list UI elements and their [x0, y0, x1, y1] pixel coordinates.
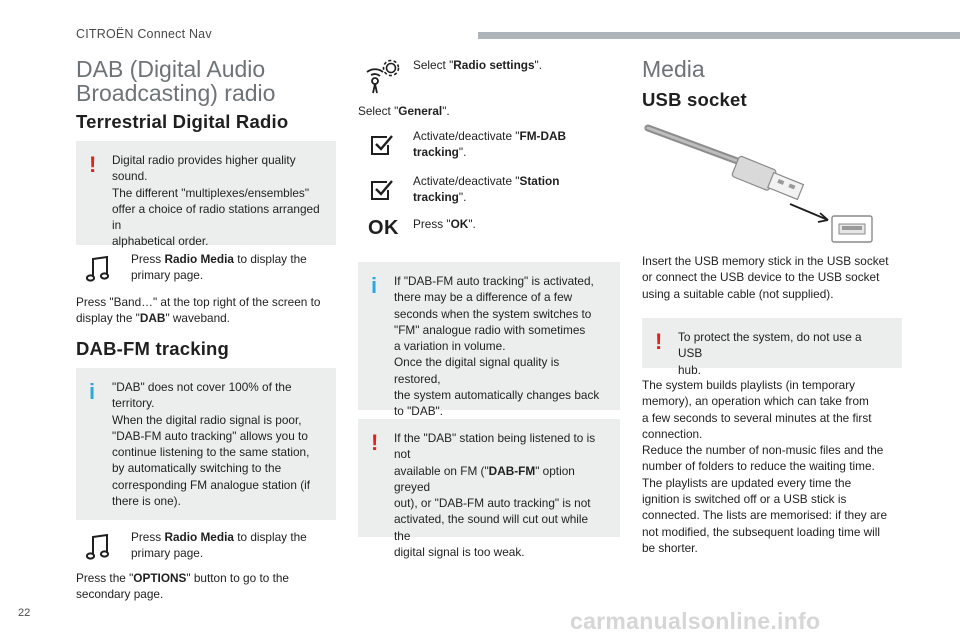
para-options: Press the "OPTIONS" button to go to the secondary page.	[76, 571, 289, 602]
music-note-icon	[86, 254, 112, 284]
para-playlists: The system builds playlists (in temporary memory), an operation which can take from a few seconds to several minutes at the first connection. Reduce the number of non-music files and the number of folders to reduce the waiting time. The playlists are updated every time the ignition is switched off or a USB stick is connected. The lists are memorised: if they are not modified, the subsequent loading time will be shorter.	[642, 378, 888, 555]
info-line: a variation in volume.	[394, 339, 506, 354]
warning-line: The different "multiplexes/ensembles"	[112, 185, 310, 200]
warning-box-digital-radio	[76, 141, 336, 249]
header-rule	[478, 32, 960, 39]
music-note-icon	[86, 532, 112, 562]
info-line: corresponding FM analogue station (if	[112, 477, 311, 492]
watermark: carmanualsonline.info	[570, 608, 821, 634]
info-line: by automatically switching to the	[112, 461, 282, 476]
info-line: Once the digital signal quality is restored,	[394, 355, 560, 386]
info-line: there may be a difference of a few	[394, 290, 573, 305]
warning-box-usb-hub: ! To protect the system, do not use a USB hub.	[642, 318, 902, 368]
select-general: Select "General".	[358, 104, 450, 118]
warning-icon: !	[371, 430, 379, 455]
step-radio-media-1: Press Radio Media to display the primary page.	[131, 252, 307, 283]
warning-box-dab-unavailable: ! If the "DAB" station being listened to is not available on FM ("DAB-FM" option greyed out), or "DAB-FM auto tracking" is not activated, the sound will cut out while the digital signal is too weak.	[358, 419, 620, 537]
info-line: When the digital radio signal is poor,	[112, 412, 302, 427]
header-title: CITROËN Connect Nav	[76, 27, 212, 41]
info-line: continue listening to the same station,	[112, 445, 310, 460]
info-line: If "DAB-FM auto tracking" is activated,	[394, 274, 594, 288]
step-fm-dab-tracking: Activate/deactivate "FM-DAB tracking".	[413, 129, 567, 160]
warning-line: offer a choice of radio stations arranged in	[112, 201, 320, 233]
subtitle-usb-socket: USB socket	[642, 89, 747, 110]
info-line: territory.	[112, 396, 155, 411]
section-title-media: Media	[642, 56, 705, 82]
info-line: "DAB" does not cover 100% of the	[112, 380, 292, 394]
para-band: Press "Band…" at the top right of the screen to display the "DAB" waveband.	[76, 295, 321, 326]
info-line: seconds when the system switches to	[394, 306, 592, 321]
section-title-dab-line1: DAB (Digital Audio	[76, 56, 266, 82]
info-icon: i	[371, 273, 378, 298]
para-insert-usb: Insert the USB memory stick in the USB socket or connect the USB device to the USB socket using a suitable cable (not supplied).	[642, 254, 889, 301]
info-line: "DAB-FM auto tracking" allows you to	[112, 428, 308, 443]
step-radio-media-2: Press Radio Media to display the primary page.	[131, 530, 307, 561]
radio-media-label: Radio Media	[164, 252, 234, 266]
radio-settings-icon	[362, 57, 402, 95]
section-title-dab	[76, 57, 275, 105]
info-icon: i	[89, 379, 96, 404]
info-line: the system automatically changes back	[394, 388, 600, 403]
info-line: to "DAB".	[394, 404, 444, 419]
ok-icon: OK	[368, 217, 399, 239]
info-line: "FM" analogue radio with sometimes	[394, 322, 586, 337]
page-number: 22	[18, 607, 31, 619]
radio-media-label: Radio Media	[164, 530, 234, 544]
step-station-tracking: Activate/deactivate "Station tracking".	[413, 174, 560, 205]
checkbox-icon	[368, 176, 396, 204]
warning-icon: !	[89, 152, 97, 177]
warning-icon: !	[655, 329, 663, 354]
info-box-dab-coverage	[76, 368, 336, 520]
info-box-dab-fm-switch	[358, 262, 620, 419]
usb-plug-illustration	[640, 120, 880, 250]
step-press-ok: Press "OK".	[413, 217, 476, 231]
step-radio-settings: Select "Radio settings".	[413, 58, 543, 72]
subtitle-dab-fm: DAB-FM tracking	[76, 338, 230, 359]
warning-line: alphabetical order.	[112, 234, 209, 249]
warning-line: Digital radio provides higher quality sound.	[112, 153, 296, 184]
section-title-dab-line2: Broadcasting) radio	[76, 80, 276, 106]
checkbox-icon	[368, 131, 396, 159]
info-line: there is one).	[112, 494, 181, 509]
subtitle-terrestrial: Terrestrial Digital Radio	[76, 111, 289, 132]
